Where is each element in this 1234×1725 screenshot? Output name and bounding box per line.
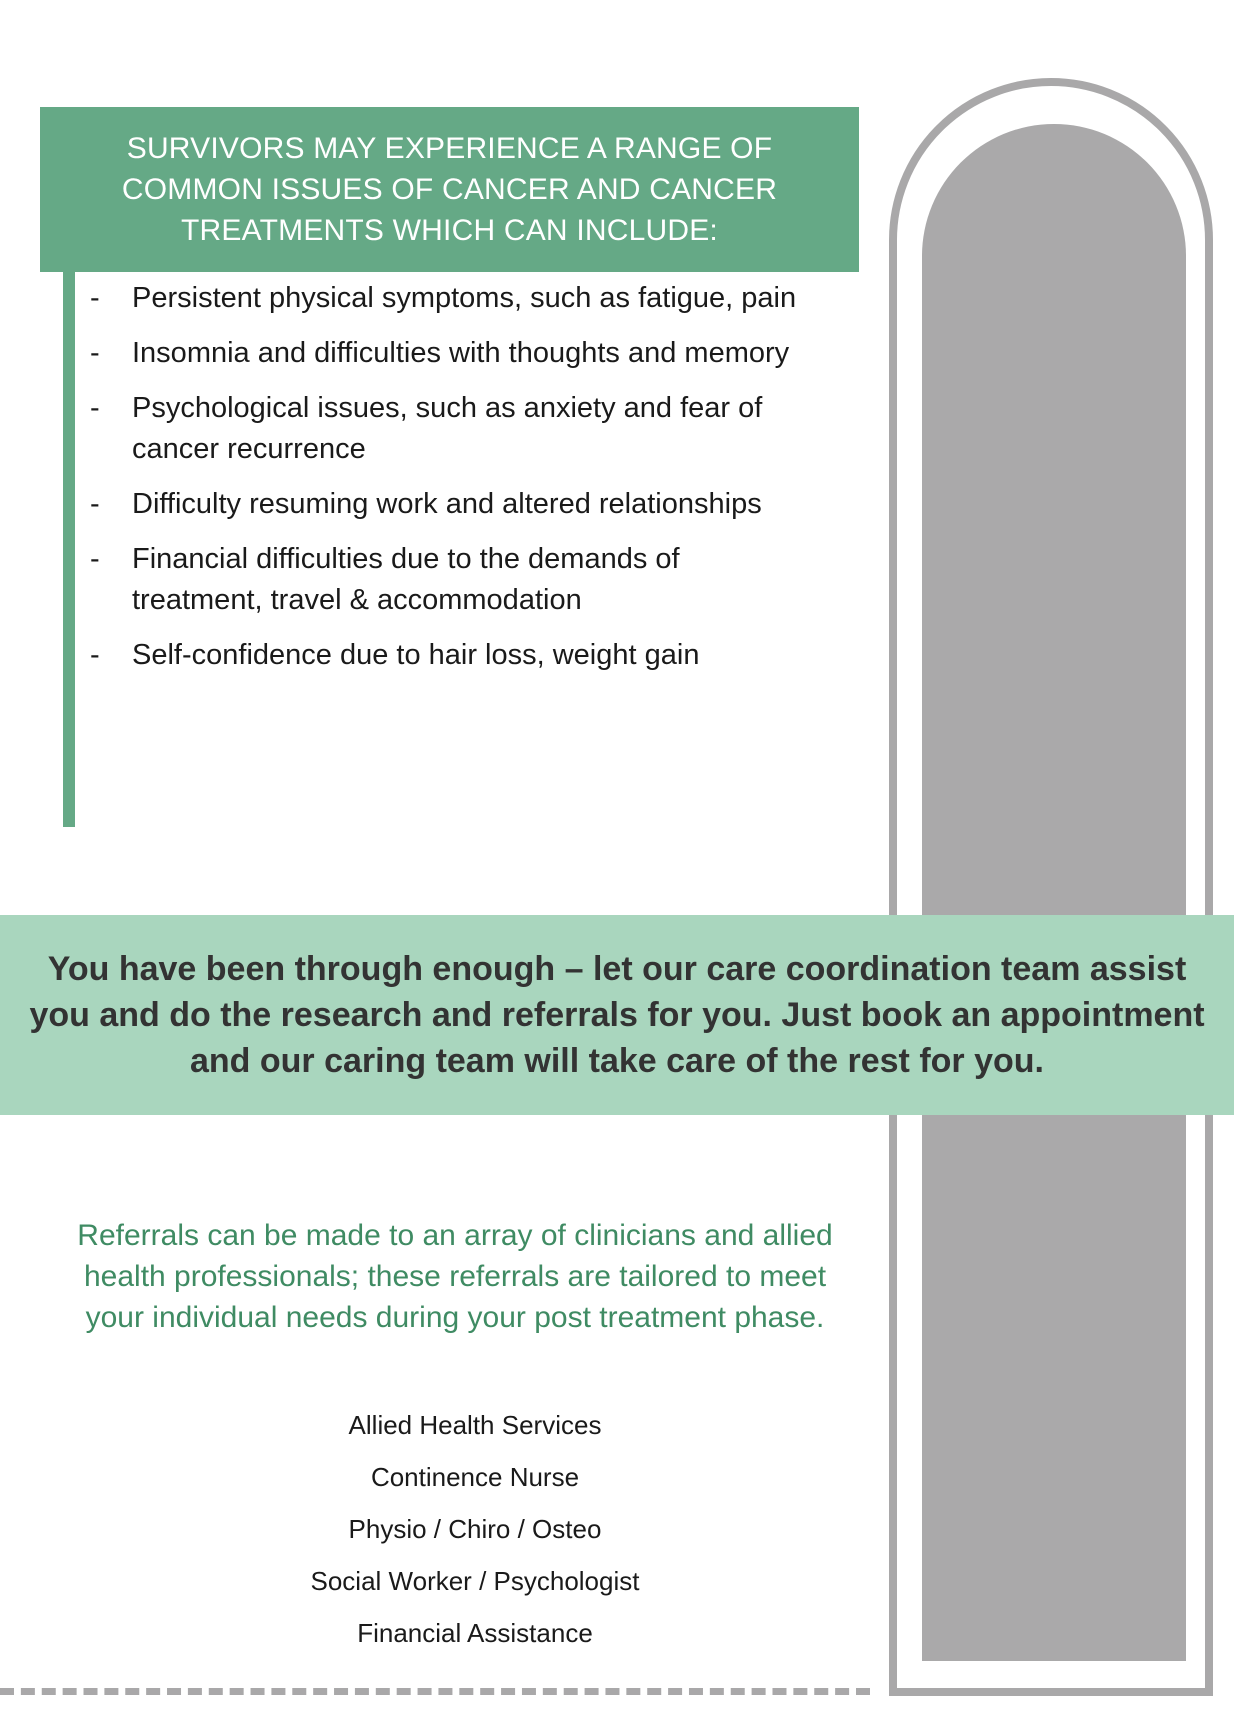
issue-text: Self-confidence due to hair loss, weight gain [132,639,700,671]
service-item: Physio / Chiro / Osteo [348,1514,602,1544]
header-banner [40,107,859,272]
list-item [90,278,810,319]
list-item [90,635,810,676]
list-item [90,484,810,525]
header-line-1: SURVIVORS MAY EXPERIENCE A RANGE OF [126,132,773,165]
dashed-divider [0,1688,870,1695]
services-list [240,1408,710,1668]
service-item: Continence Nurse [370,1462,580,1492]
decorative-arch-fill [922,124,1186,1661]
dash-bullet: - [90,488,100,520]
dash-bullet: - [90,392,100,424]
accent-bar [63,272,75,827]
list-item [90,333,810,374]
dash-bullet: - [90,337,100,369]
callout-text: You have been through enough – let our care coordination team assist you and do the research and referrals for you. Just book an appointment and our caring team will take care of the rest for you. [29,950,1205,1080]
dash-bullet: - [90,543,100,575]
dash-bullet: - [90,639,100,671]
list-item [90,539,810,621]
header-title [98,128,801,251]
referrals-paragraph: Referrals can be made to an array of clinicians and allied health professionals; these referrals are tailored to meet your individual needs during your post treatment phase. [77,1219,833,1334]
header-line-2: COMMON ISSUES OF CANCER AND CANCER [121,173,778,206]
list-item [90,388,810,470]
issue-text: Financial difficulties due to the demands of treatment, travel & accommodation [132,543,680,616]
service-item: Social Worker / Psychologist [310,1566,640,1596]
issue-text: Persistent physical symptoms, such as fatigue, pain [132,282,797,314]
issue-text: Difficulty resuming work and altered relationships [132,488,762,520]
header-line-3: TREATMENTS WHICH CAN INCLUDE: [181,214,718,247]
issue-text: Insomnia and difficulties with thoughts and memory [132,337,790,369]
callout-band [0,915,1234,1115]
service-item: Allied Health Services [348,1410,602,1440]
dash-bullet: - [90,282,100,314]
issues-list [90,278,810,690]
issue-text: Psychological issues, such as anxiety and fear of cancer recurrence [132,392,763,465]
service-item: Financial Assistance [357,1618,593,1648]
